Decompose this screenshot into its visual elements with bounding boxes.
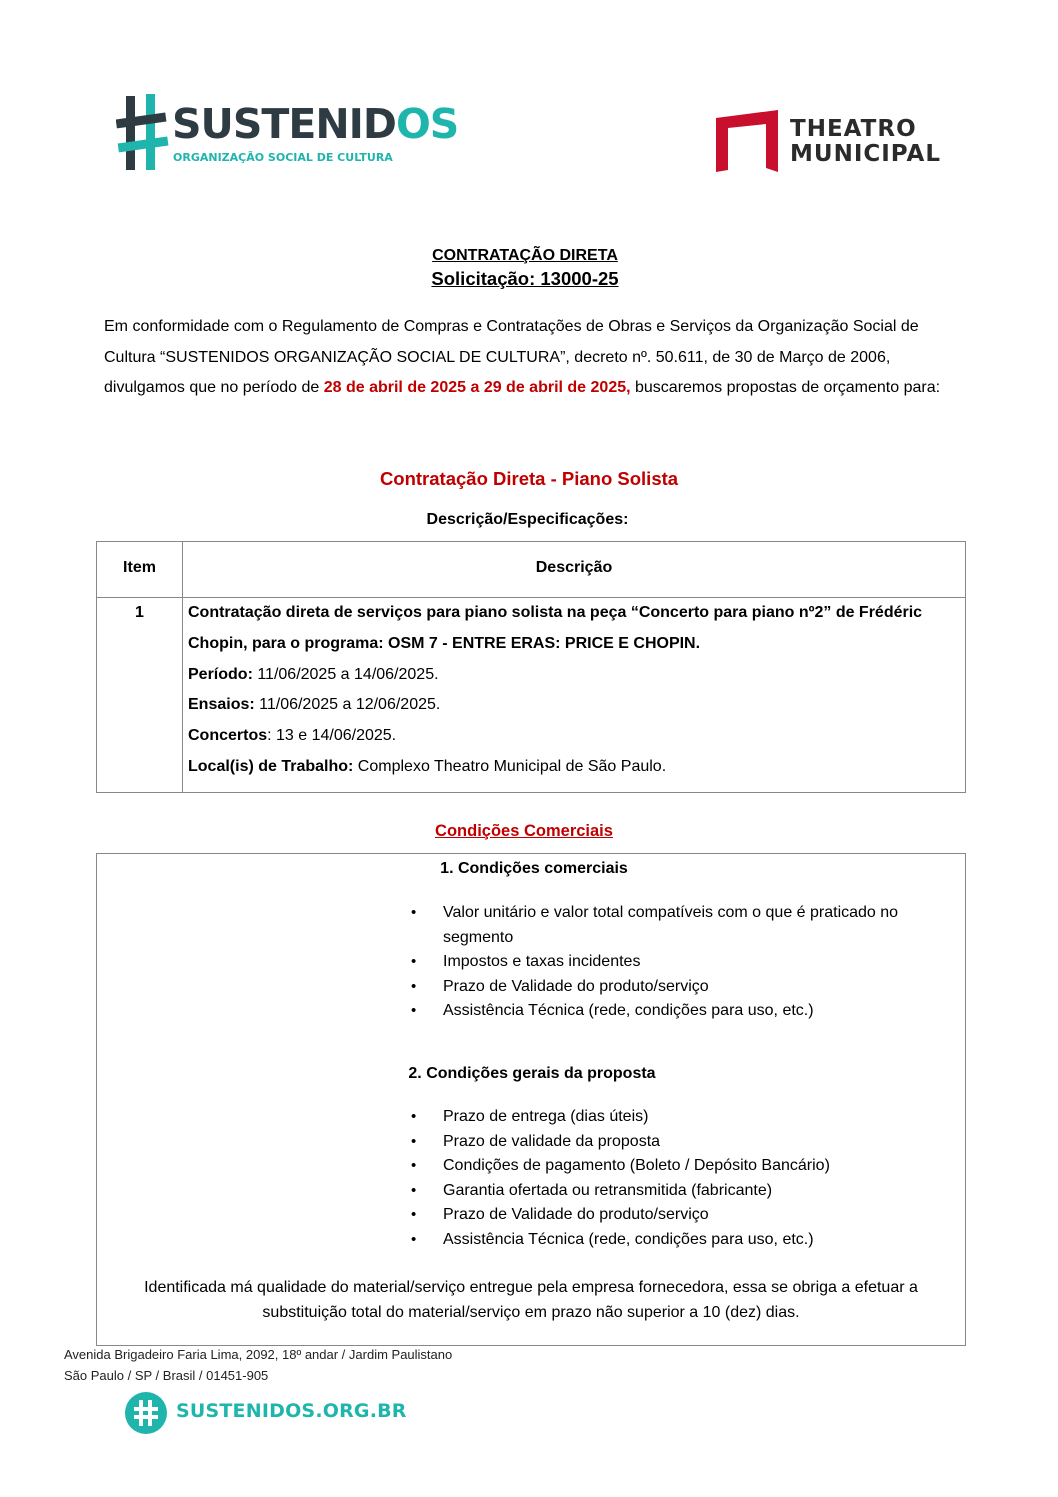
item-number-cell: 1 (135, 604, 144, 621)
theatro-line1: THEATRO (790, 116, 917, 142)
proposal-conditions-list (409, 1105, 957, 1253)
sustenidos-tagline: ORGANIZAÇÃO SOCIAL DE CULTURA (173, 151, 393, 164)
item-description-cell (188, 598, 959, 783)
section-title: Contratação Direta - Piano Solista (379, 468, 679, 489)
list-item: • Assistência Técnica (rede, condições para uso, etc.) (409, 999, 957, 1024)
theatro-line2: MUNICIPAL (790, 141, 942, 167)
column-header-description: Descrição (535, 559, 613, 576)
request-number: Solicitação: 13000-25 (431, 268, 619, 289)
hashtag-circle-icon (124, 1391, 168, 1435)
items-table (96, 541, 966, 793)
address-line-1: Avenida Brigadeiro Faria Lima, 2092, 18º andar / Jardim Paulistano (64, 1347, 453, 1362)
sustenidos-wordmark: SUSTENIDOS (172, 100, 459, 148)
item-ensaios: Ensaios: 11/06/2025 a 12/06/2025. (188, 696, 441, 714)
item-local: Local(is) de Trabalho: Complexo Theatro Municipal de São Paulo. (188, 757, 667, 775)
footer-site-logo (124, 1390, 407, 1436)
list-item: • Prazo de entrega (dias úteis) (409, 1105, 957, 1130)
list-item: • Valor unitário e valor total compatíveis com o que é praticado no segmento (409, 901, 957, 950)
document-title: CONTRATAÇÃO DIRETA (432, 247, 618, 264)
list-item: • Prazo de Validade do produto/serviço (409, 1203, 957, 1228)
theatro-municipal-logo (716, 108, 956, 174)
hashtag-logo-icon (116, 94, 172, 174)
item-periodo: Período: 11/06/2025 a 14/06/2025. (188, 665, 439, 683)
list-item: • Impostos e taxas incidentes (409, 950, 957, 975)
list-item: • Garantia ofertada ou retransmitida (fabricante) (409, 1179, 957, 1204)
item-concertos: Concertos: 13 e 14/06/2025. (188, 727, 397, 745)
list-item: • Assistência Técnica (rede, condições para uso, etc.) (409, 1228, 957, 1253)
list-item: • Condições de pagamento (Boleto / Depósito Bancário) (409, 1154, 957, 1179)
theatro-portal-icon (716, 110, 780, 172)
quality-note: Identificada má qualidade do material/serviço entregue pela empresa fornecedora, essa se obriga a efetuar a substituição total do material/serviço em prazo não superior a 10 (dez) dias. (144, 1279, 918, 1321)
item-main-description: Contratação direta de serviços para piano solista na peça “Concerto para piano nº2” de Frédéric Chopin, para o programa: OSM 7 - ENTRE ERAS: PRICE E CHOPIN. (188, 604, 923, 652)
address-line-2: São Paulo / SP / Brasil / 01451-905 (64, 1368, 269, 1383)
conditions-heading-2: 2. Condições gerais da proposta (408, 1065, 656, 1082)
list-item: • Prazo de validade da proposta (409, 1130, 957, 1155)
sustenidos-logo (116, 94, 459, 174)
description-heading: Descrição/Especificações: (426, 511, 629, 528)
column-header-item: Item (123, 559, 156, 576)
table-divider (182, 542, 183, 792)
commercial-conditions-list (409, 901, 957, 1024)
footer-address (64, 1344, 452, 1386)
period-highlight: 28 de abril de 2025 a 29 de abril de 2025, (323, 379, 631, 396)
intro-paragraph: Em conformidade com o Regulamento de Compras e Contratações de Obras e Serviços da Organização Social de Cultura “SUSTENIDOS ORGANIZAÇÃO SOCIAL DE CULTURA”, decreto nº. 50.611, de 30 de Março de 2006, divulgamos que no período de 28 de abril de 2025 a 29 de abril de 2025, buscaremos propostas de orçamento para: (104, 318, 941, 396)
commercial-conditions-title: Condições Comerciais (435, 822, 613, 840)
conditions-heading-1: 1. Condições comerciais (440, 860, 628, 877)
footer-site-url: SUSTENIDOS.ORG.BR (176, 1400, 407, 1422)
commercial-conditions-box (96, 853, 966, 1346)
list-item: • Prazo de Validade do produto/serviço (409, 975, 957, 1000)
